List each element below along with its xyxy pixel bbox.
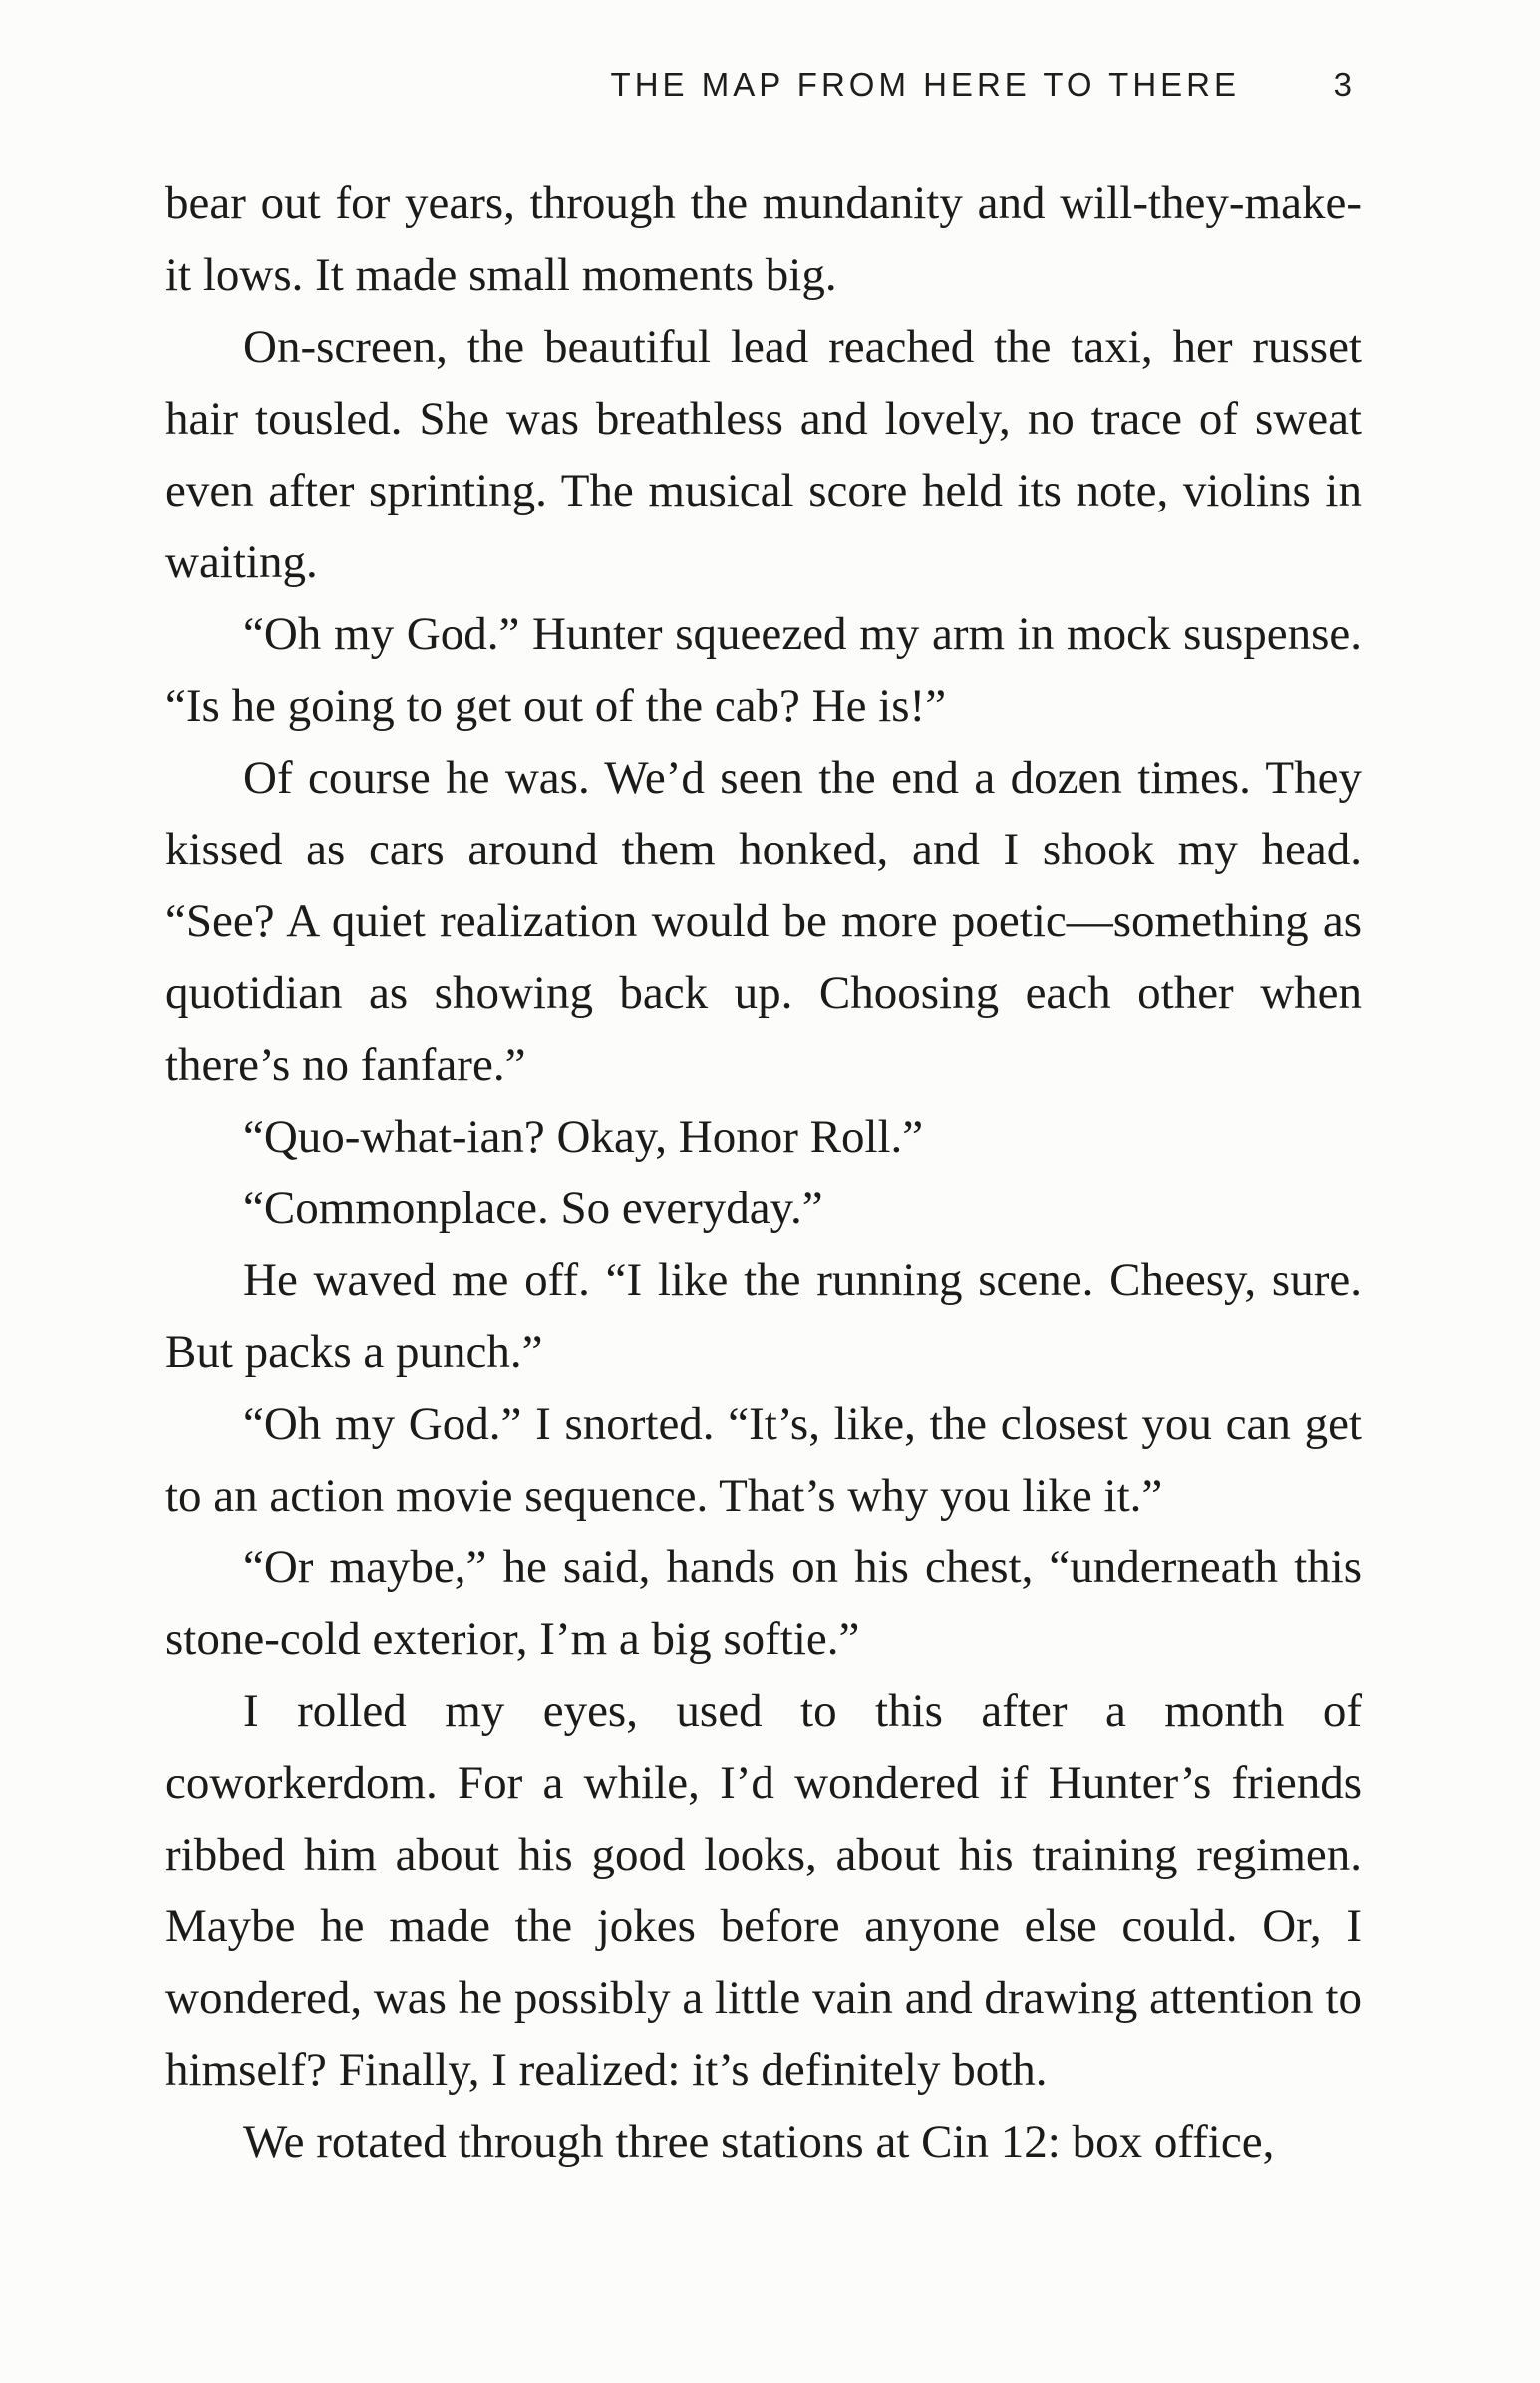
running-head (165, 66, 1362, 116)
paragraph-5: “Quo-what-ian? Okay, Honor Roll.” (243, 1111, 924, 1163)
body-text (165, 168, 1362, 2178)
paragraph-3: “Oh my God.” Hunter squeezed my arm in mock suspense. “Is he going to get out of the cab? He is!” (165, 608, 1362, 732)
running-title: THE MAP FROM HERE TO THERE (610, 66, 1240, 103)
paragraph-2: On-screen, the beautiful lead reached the taxi, her russet hair tousled. She was breathless and lovely, no trace of sweat even after sprinting. The musical score held its note, violins in waiting. (165, 321, 1362, 588)
paragraph-1: bear out for years, through the mundanity and will-they-make-it lows. It made small moments big. (165, 177, 1362, 301)
paragraph-11: We rotated through three stations at Cin 12: box office, (243, 2116, 1275, 2168)
paragraph-9: “Or maybe,” he said, hands on his chest, “underneath this stone-cold exterior, I’m a big softie.” (165, 1541, 1362, 1665)
paragraph-4: Of course he was. We’d seen the end a dozen times. They kissed as cars around them honked, and I shook my head. “See? A quiet realization would be more poetic—something as quotidian as showing back up. Choosing each other when there’s no fanfare.” (165, 752, 1362, 1091)
paragraph-7: He waved me off. “I like the running scene. Cheesy, sure. But packs a punch.” (165, 1254, 1362, 1378)
paragraph-6: “Commonplace. So everyday.” (243, 1183, 823, 1234)
page-number: 3 (1333, 66, 1352, 103)
paragraph-8: “Oh my God.” I snorted. “It’s, like, the closest you can get to an action movie sequence. That’s why you like it.” (165, 1398, 1362, 1522)
paragraph-10: I rolled my eyes, used to this after a month of coworkerdom. For a while, I’d wondered if Hunter’s friends ribbed him about his good looks, about his training regimen. Maybe he made the jokes before anyone else could. Or, I wondered, was he possibly a little vain and drawing attention to himself? Finally, I realized: it’s definitely both. (165, 1685, 1362, 2096)
